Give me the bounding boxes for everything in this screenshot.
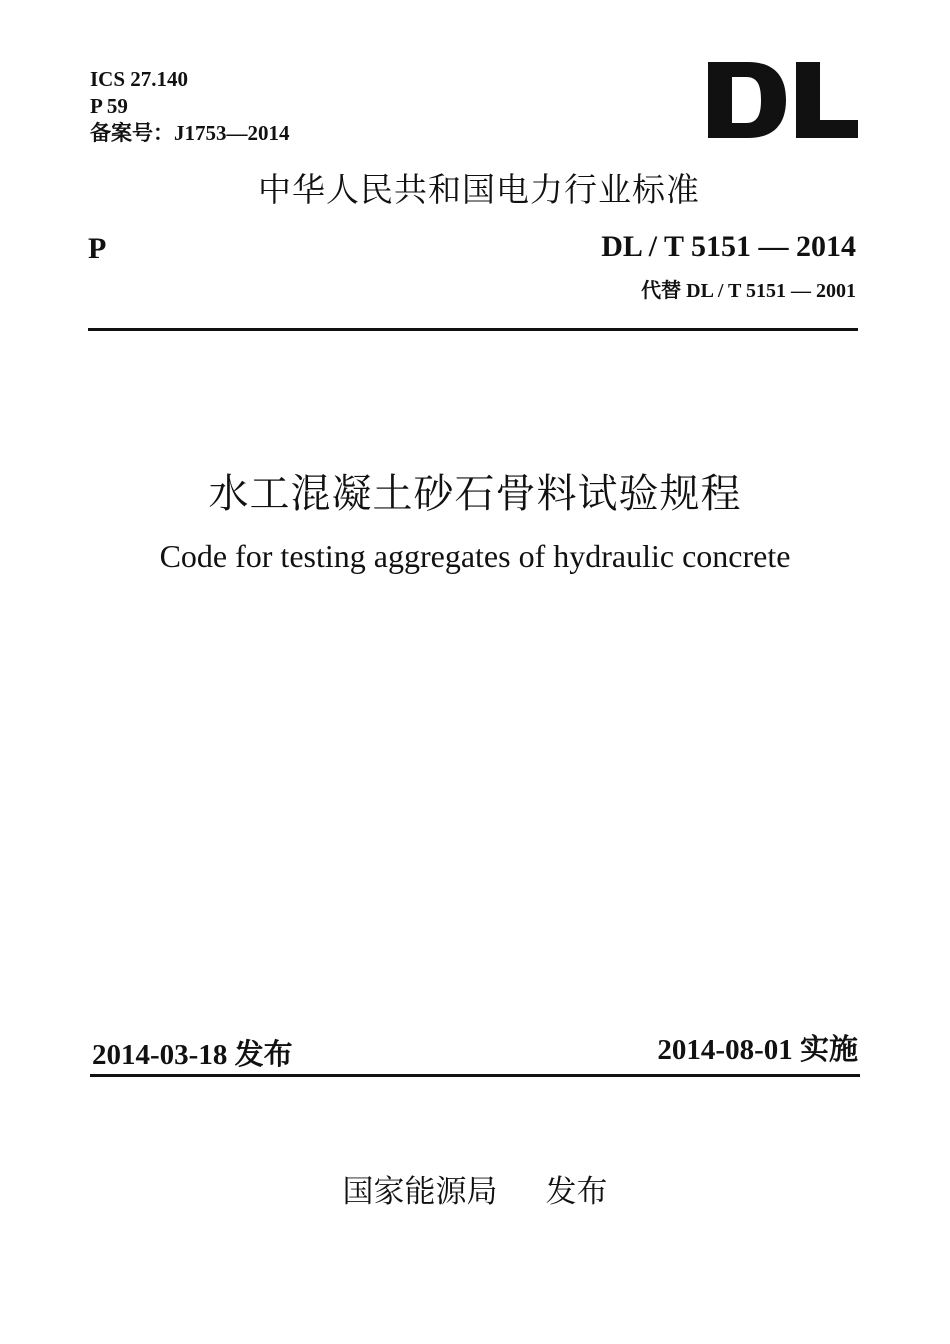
replaces-standard: 代替 DL / T 5151 — 2001 <box>641 280 856 302</box>
publisher <box>0 1166 950 1211</box>
bottom-divider <box>90 1074 860 1077</box>
org-title: 中华人民共和国电力行业标准 <box>258 170 700 209</box>
category-code: P <box>88 232 107 265</box>
title-chinese: 水工混凝土砂石骨料试验规程 <box>208 471 742 517</box>
dl-logo <box>708 62 858 138</box>
standard-number: DL / T 5151 — 2014 <box>601 230 856 263</box>
record-number: 备案号：J1753—2014 <box>90 121 290 145</box>
publisher-action: 发布 <box>545 1174 608 1210</box>
implementation-date: 2014-08-01 实施 <box>657 1034 858 1066</box>
ics-code: ICS 27.140 <box>90 67 189 91</box>
header-codes <box>90 66 290 147</box>
dl-logo-letter-l <box>796 62 858 138</box>
issue-date: 2014-03-18 发布 <box>92 1039 293 1071</box>
publisher-name: 国家能源局 <box>342 1174 498 1210</box>
dl-logo-letter-d <box>708 62 786 138</box>
classification-code: P 59 <box>90 94 128 118</box>
title-english: Code for testing aggregates of hydraulic concrete <box>159 538 791 574</box>
top-divider <box>88 328 858 331</box>
